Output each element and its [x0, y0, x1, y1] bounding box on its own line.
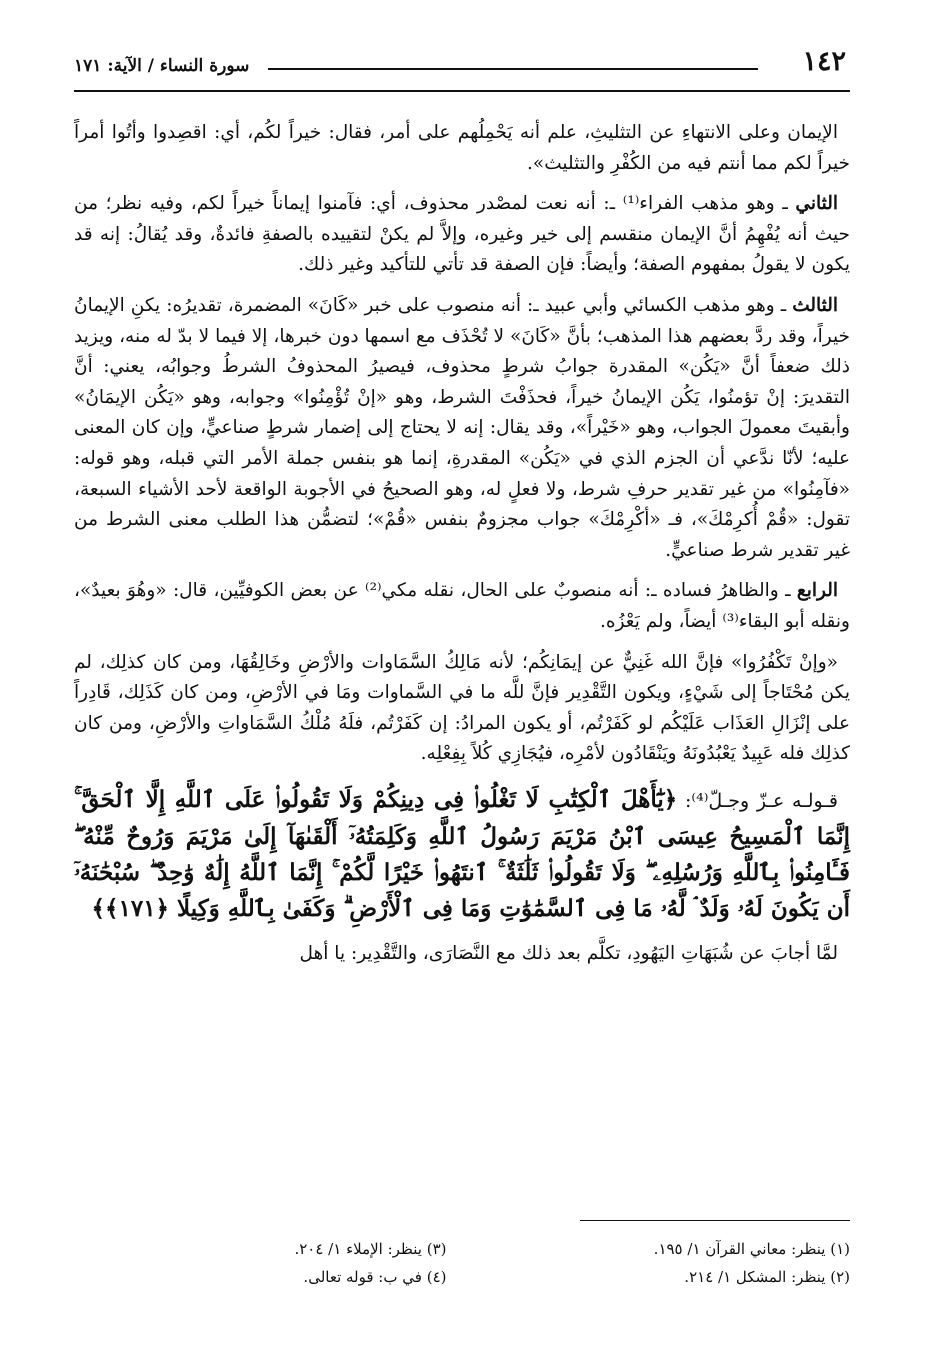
paragraph-label: الثاني — [795, 193, 838, 215]
paragraph-text: ـ وهو مذهب الفراء⁽¹⁾ ـ: أنه نعت لمصْدر محذوف، أي: فآمنوا إيماناً خيراً لكم، وفيه نظر؛ من حيث أنه يُفْهِمُ أنَّ الإيمان منقسم إلى خير وغيره، وإلاَّ لم يكنْ لتقييده بالصفةِ فائدةٌ، وقد يُقالُ: إنه قد يكون لا يقولُ بمفهوم الصفة؛ وأيضاً: فإن الصفة قد تأتي للتأكيد وغير ذلك. — [74, 193, 850, 276]
verse-text: ﴿يَٰٓأَهْلَ ٱلْكِتَٰبِ لَا تَغْلُوا۟ فِى دِينِكُمْ وَلَا تَقُولُوا۟ عَلَى ٱللَّهِ إِلَّا ٱلْحَقَّ ۚ إِنَّمَا ٱلْمَسِيحُ عِيسَى ٱبْنُ مَرْيَمَ رَسُولُ ٱللَّهِ وَكَلِمَتُهُۥٓ أَلْقَىٰهَآ إِلَىٰ مَرْيَمَ وَرُوحٌ مِّنْهُ ۖ فَـَٔامِنُوا۟ بِٱللَّهِ وَرُسُلِهِۦ ۖ وَلَا تَقُولُوا۟ ثَلَٰثَةٌ ۚ ٱنتَهُوا۟ خَيْرًا لَّكُمْ ۚ إِنَّمَا ٱللَّهُ إِلَٰهٌ وَٰحِدٌ ۖ سُبْحَٰنَهُۥٓ أَن يَكُونَ لَهُۥ وَلَدٌ ۘ لَّهُۥ مَا فِى ٱلسَّمَٰوَٰتِ وَمَا فِى ٱلْأَرْضِ ۗ وَكَفَىٰ بِٱللَّهِ وَكِيلًا ﴿١٧١﴾﴾ — [74, 785, 850, 922]
paragraph-text: الإيمان وعلى الانتهاءِ عن التثليثِ، علم أنه يَحْمِلُهم على أمر، فقال: خيراً لكُم، أي: اقصِدوا وأتُوا أمراً خيراً لكم مما أنتم فيه من الكُفْرِ والتثليث». — [74, 122, 850, 174]
main-text — [74, 118, 850, 979]
paragraph-continuation — [74, 118, 850, 179]
header-rule — [74, 90, 850, 92]
paragraph-last — [74, 939, 850, 970]
footnote: (٣) ينظر: الإملاء ١/ ٢٠٤. — [294, 1240, 447, 1258]
paragraph-text: ـ وهو مذهب الكسائي وأبي عبيد ـ: أنه منصوب على خبر «كَانَ» المضمرة، تقديرُه: يكنِ الإيمانُ خيراً، وقد ردَّ بعضهم هذا المذهب؛ بأنَّ «كَانَ» لا تُحْذَف مع اسمها دون خبرها، إلا فيما لا بدّ له منه، ويزيد ذلك ضعفاً أنَّ «يَكُن» المقدرة جوابُ شرطٍ محذوف، فيصيرُ المحذوفُ الشرطُ وجوابُه، يعني: أنَّ التقديرَ: إنْ تؤمنُوا، يَكُن الإيمانُ خيراً، فحذَفْتَ الشرط، وهو «إنْ تُؤْمِنُوا» وجوابه، وهو «يَكُن الإيمَانُ» وأبقيتَ معمولَ الجواب، وهو «خَيْراً»، وقد يقال: إنه لا يحتاج إلى إضمار شرطٍ صناعيٍّ، وإن كان المعنى عليه؛ لأنّا ندَّعي أن الجزم الذي في «يَكُن» المقدرةِ، إنما هو بنفس جملة الأمر التي قبله، وهو قوله: «فآمِنُوا» من غير تقدير حرفِ شرط، ولا فعلٍ له، وهو الصحيحُ في الأجوبة الواقعة لأحد الأشياء السبعة، تقول: «قُمْ أُكرِمْكَ»، فـ «أكْرِمْكَ» جواب مجزومٌ بنفس «قُمْ»؛ لتضمُّن هذا الطلب معنى الشرط من غير تقدير شرط صناعيٍّ. — [74, 294, 850, 561]
footnote: (٢) ينظر: المشكل ١/ ٢١٤. — [684, 1268, 850, 1286]
paragraph-label: الرابع — [796, 580, 838, 602]
footnote: (١) ينظر: معاني القرآن ١/ ١٩٥. — [653, 1240, 850, 1258]
footnotes-right-column — [493, 1235, 850, 1291]
quran-verse — [74, 782, 850, 927]
verse-intro: قـولـه عـزّ وجـلّ⁽⁴⁾: — [677, 789, 839, 812]
paragraph-second-opinion — [74, 189, 850, 281]
header-line — [268, 68, 758, 70]
page-number: ١٤٢ — [802, 46, 846, 77]
footnote-rule — [580, 1220, 850, 1221]
paragraph-third-opinion — [74, 291, 850, 566]
running-title: سورة النساء / الآية: ١٧١ — [74, 56, 250, 76]
paragraph-text: «وإنْ تَكْفُرُوا» فإنَّ الله غَنِيٌّ عن إيمَانِكُم؛ لأنه مَالِكُ السَّمَاوات والأرْضِ وخَالِقُهَا، ومن كان كذلِك، لم يكن مُحْتَاجاً إلى شَيْءٍ، ويكون التَّقْدِير فإنَّ للَّه ما في السَّماوات ومَا في الأرْضِ، ومن كان كَذَلِك، قَادِراً على إنْزَالِ العَذَاب عَلَيْكُم لو كَفَرْتُم، أو يكون المرادُ: إن كَفَرْتُم، فلَهُ مُلْكُ السَّمَاواتِ والأرْضِ، ومن كان كذلِك فله عَبِيدٌ يَعْبُدُونَهُ ويَنْقَادُون لأمْرِه، فيُجَازِي كُلاً بِفِعْلِه. — [74, 651, 850, 765]
paragraph-fourth-opinion — [74, 576, 850, 637]
paragraph-label: الثالث — [792, 294, 838, 316]
paragraph-commentary — [74, 648, 850, 770]
footnotes-left-column — [90, 1235, 447, 1291]
paragraph-text: ـ والظاهرُ فساده ـ: أنه منصوبٌ على الحال، نقله مكي⁽²⁾ عن بعض الكوفيِّين، قال: «وهُوَ بعيدٌ»، ونقله أبو البقاء⁽³⁾ أيضاً، ولم يَعْزُه. — [74, 580, 850, 632]
footnote: (٤) في ب: قوله تعالى. — [303, 1268, 447, 1286]
paragraph-text: لمَّا أجابَ عن شُبَهَاتِ اليَهُودِ، تكلَّم بعد ذلك مع النَّصَارَى، والتَّقْدِير: يا أهل — [299, 942, 838, 964]
